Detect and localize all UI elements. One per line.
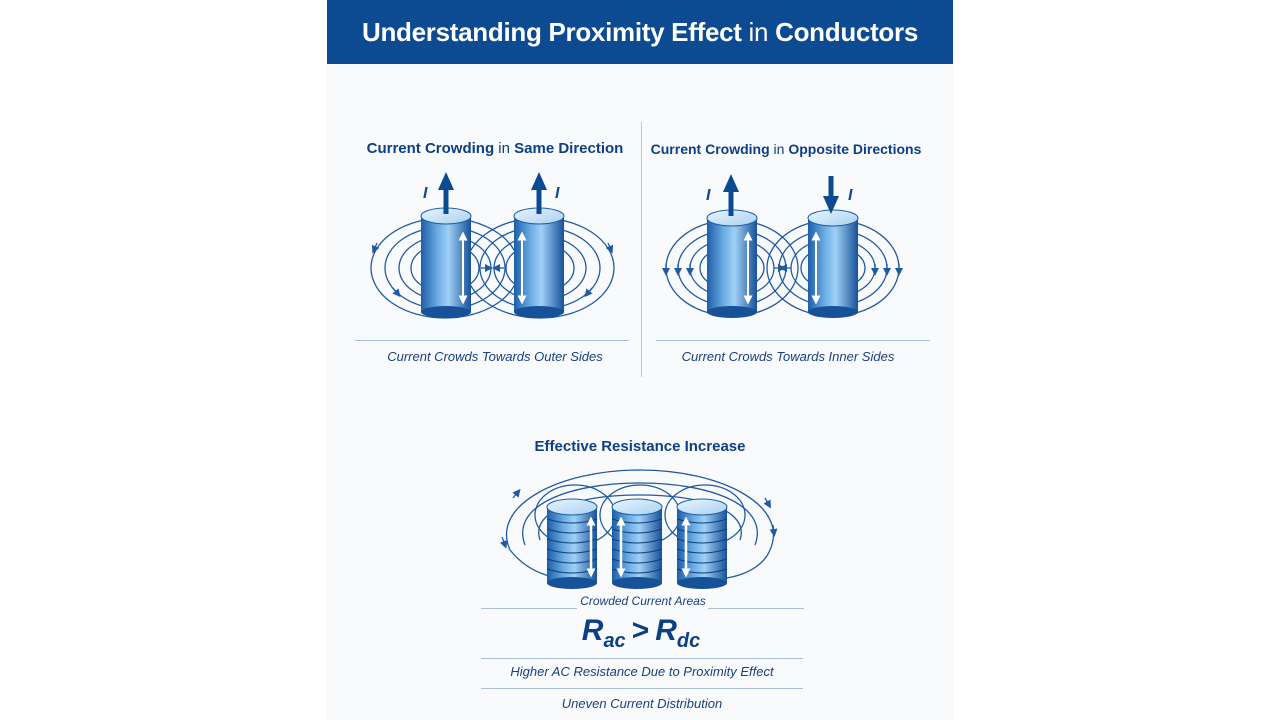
conductor-right bbox=[514, 208, 564, 318]
same-direction-rule bbox=[355, 340, 629, 341]
same-direction-title: Current Crowding in Same Direction bbox=[366, 140, 624, 157]
opposite-direction-rule bbox=[656, 340, 930, 341]
opposite-direction-diagram bbox=[650, 168, 920, 328]
conductor-left bbox=[421, 208, 471, 318]
field-arrow bbox=[587, 288, 592, 294]
stacked-conductor-right bbox=[677, 499, 727, 589]
crowded-caption: Crowded Current Areas bbox=[580, 594, 706, 608]
higher-rule bbox=[481, 688, 803, 689]
header-title-main: Understanding Proximity Effect bbox=[362, 16, 742, 47]
uneven-caption: Uneven Current Distribution bbox=[561, 696, 723, 711]
crowded-rule-right bbox=[708, 608, 804, 609]
conductor-left bbox=[707, 210, 757, 318]
page-header bbox=[327, 0, 953, 64]
panel-divider bbox=[641, 122, 642, 377]
field-arrow bbox=[393, 288, 398, 294]
stacked-conductor-middle bbox=[612, 499, 662, 589]
header-title-end: Conductors bbox=[775, 16, 918, 47]
resistance-title: Effective Resistance Increase bbox=[534, 438, 746, 455]
current-label: I bbox=[848, 187, 853, 204]
field-arrow bbox=[765, 498, 769, 505]
opposite-direction-caption: Current Crowds Towards Inner Sides bbox=[681, 349, 895, 364]
opposite-direction-title: Current Crowding in Opposite Directions bbox=[650, 141, 922, 157]
resistance-diagram bbox=[490, 465, 790, 595]
header-title-connector: in bbox=[741, 16, 776, 47]
higher-resistance-caption: Higher AC Resistance Due to Proximity Effect bbox=[510, 664, 774, 679]
field-arrow bbox=[513, 492, 518, 498]
same-direction-caption: Current Crowds Towards Outer Sides bbox=[387, 349, 603, 364]
conductor-right bbox=[808, 210, 858, 318]
formula-rule bbox=[481, 658, 803, 659]
field-arrow bbox=[502, 537, 505, 545]
stacked-conductor-left bbox=[547, 499, 597, 589]
same-direction-diagram bbox=[355, 168, 635, 328]
current-label: I bbox=[423, 185, 428, 202]
crowded-rule-left bbox=[481, 608, 577, 609]
resistance-formula: $R_{ac} > R_{dc}$ bbox=[581, 614, 701, 652]
current-label: I bbox=[555, 185, 560, 202]
current-label: I bbox=[706, 187, 711, 204]
